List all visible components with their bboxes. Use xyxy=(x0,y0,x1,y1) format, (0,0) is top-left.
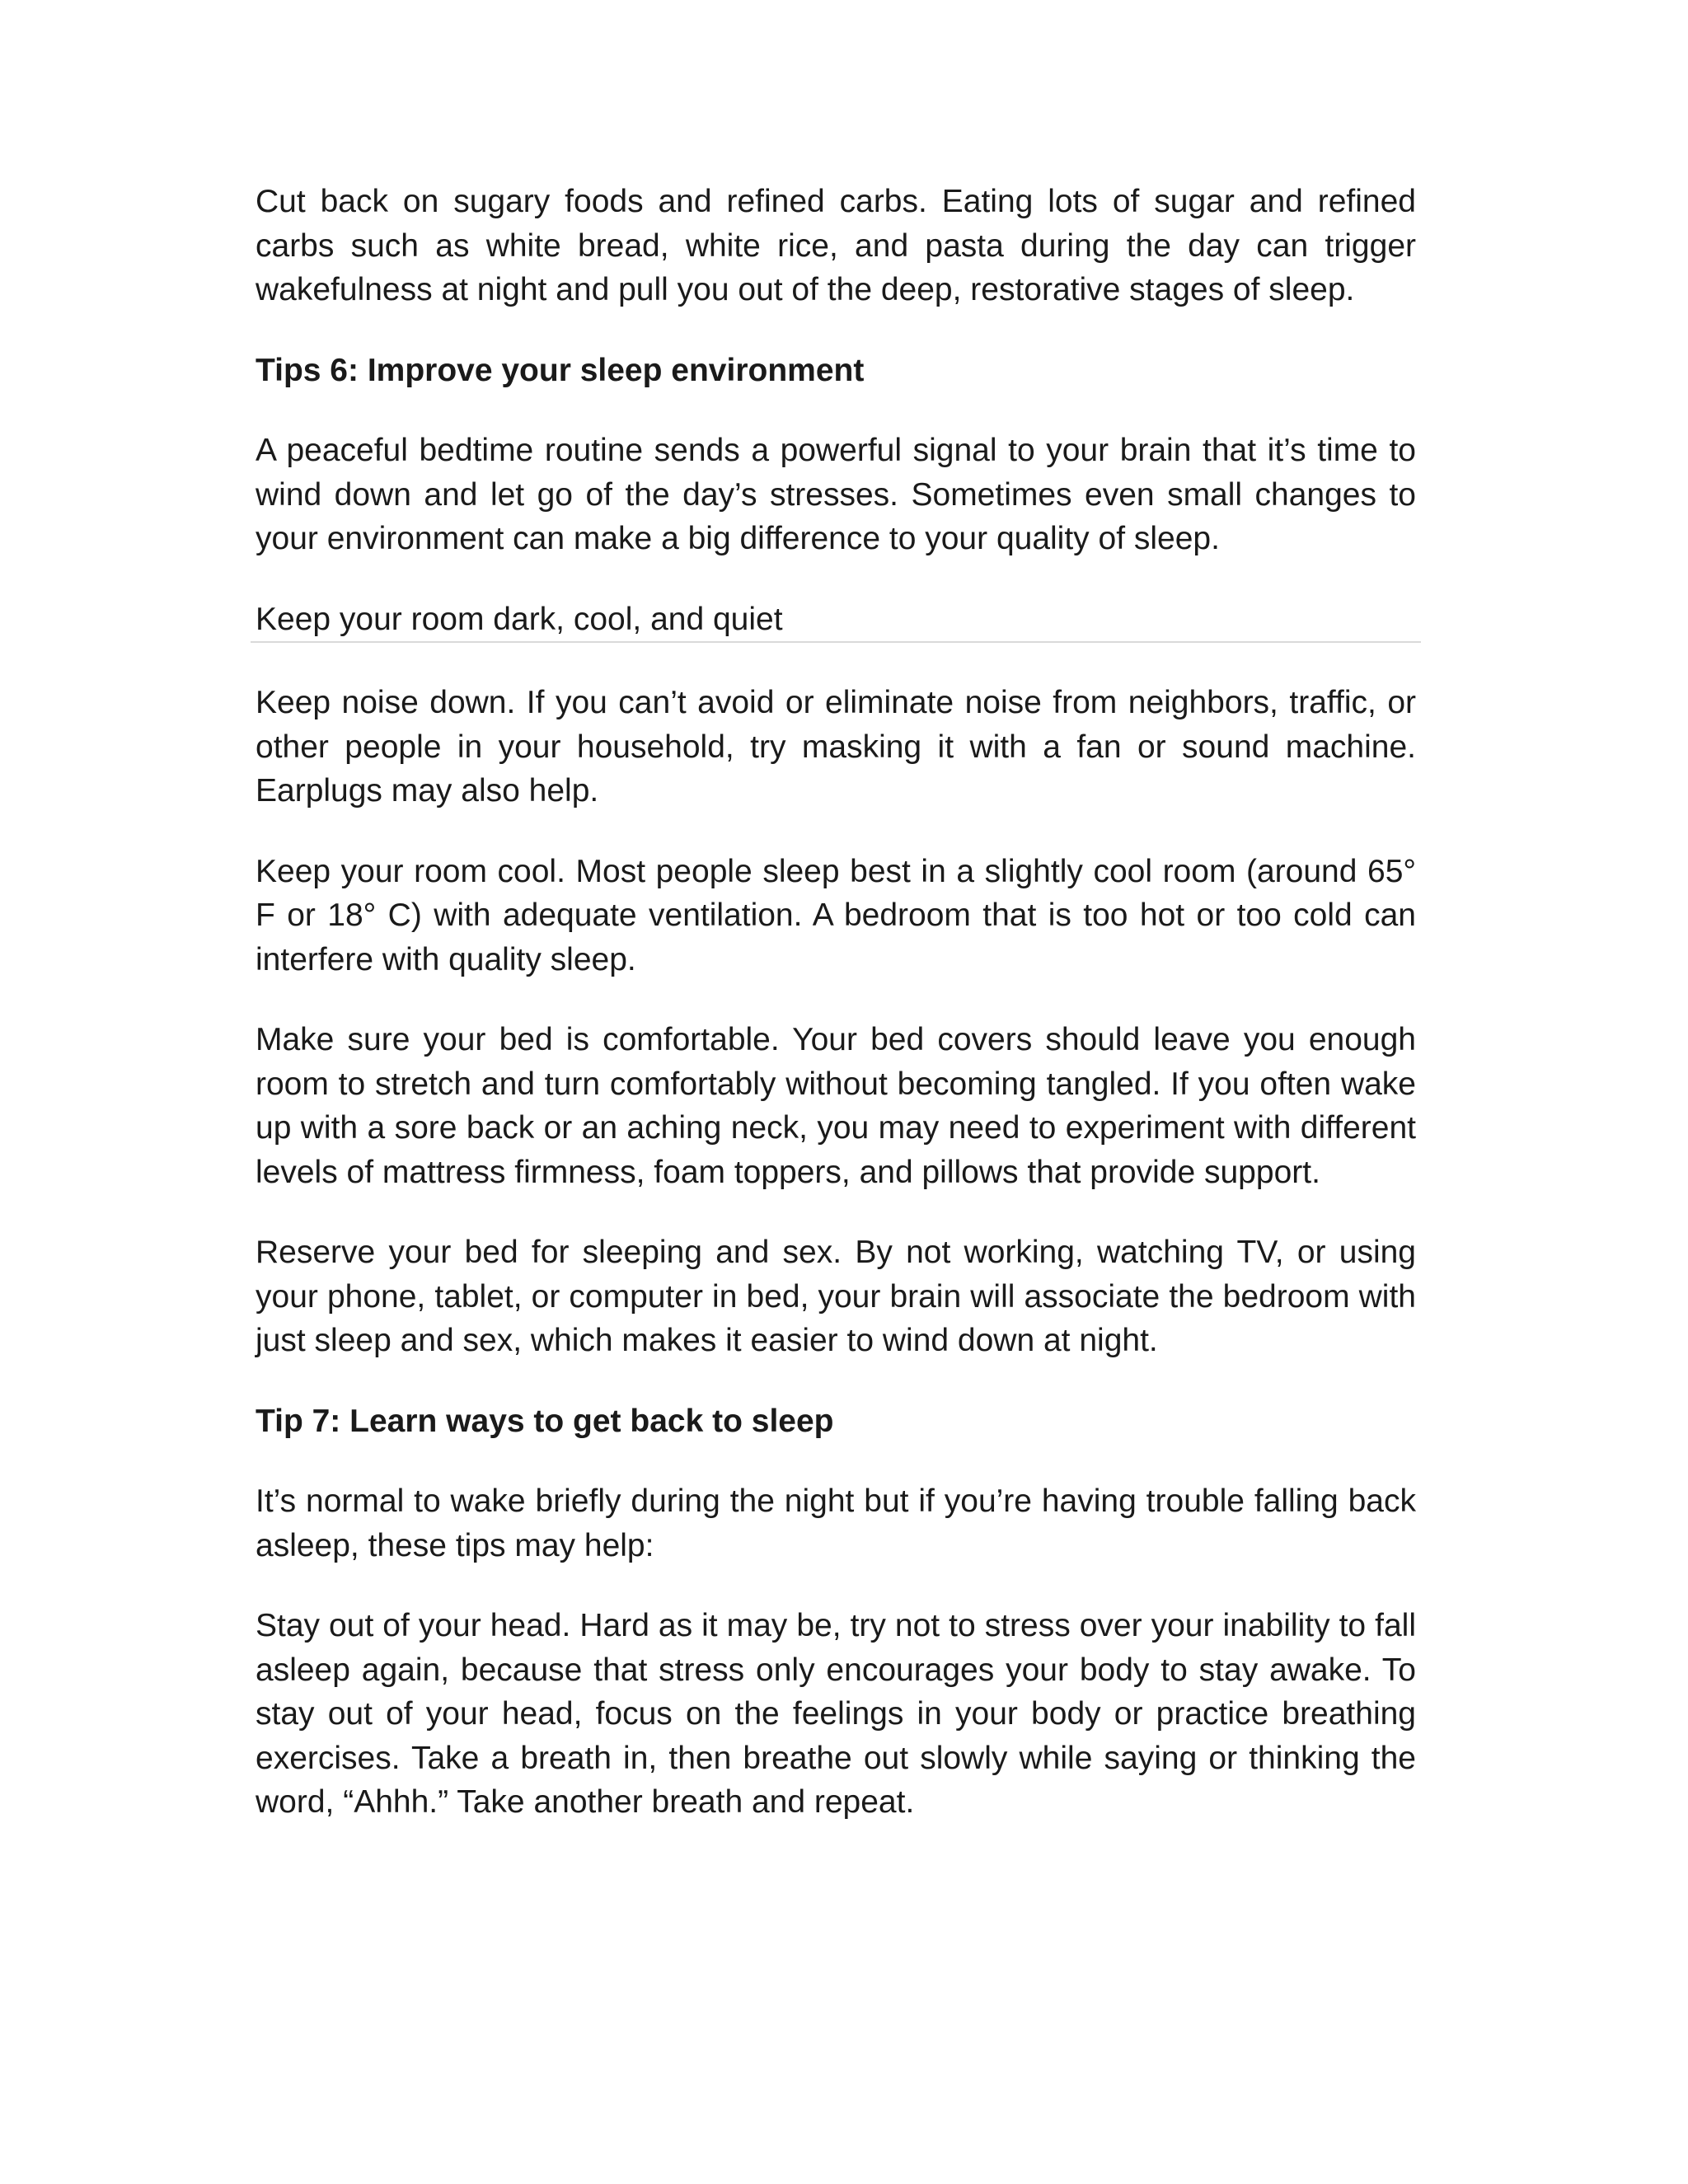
paragraph-bedtime-routine: A peaceful bedtime routine sends a powerful signal to your brain that it’s time to wind down and let go of the day’s stresses. Sometimes even small changes to your environment can make a big difference to your quality of sleep. xyxy=(256,433,1416,556)
subheading-text: Keep your room dark, cool, and quiet xyxy=(256,601,783,637)
paragraph-sugary-foods: Cut back on sugary foods and refined carbs. Eating lots of sugar and refined carbs such as white bread, white rice, and pasta during the day can trigger wakefulness at night and pull you out of the deep, restorative stages of sleep. xyxy=(256,184,1416,307)
paragraph-comfortable-bed: Make sure your bed is comfortable. Your bed covers should leave you enough room to stretch and turn comfortably without becoming tangled. If you often wake up with a sore back or an aching neck, you may need to experiment with different levels of mattress firmness, foam toppers, and pillows that provide support. xyxy=(256,1022,1416,1190)
paragraph-reserve-bed: Reserve your bed for sleeping and sex. By not working, watching TV, or using your phone, tablet, or computer in bed, your brain will associate the bedroom with just sleep and sex, which makes it easier to wind down at night. xyxy=(256,1235,1416,1358)
paragraph-keep-room-cool: Keep your room cool. Most people sleep best in a slightly cool room (around 65° F or 18° C) with adequate ventilation. A bedroom that is too hot or too cold can interfere with quality sleep. xyxy=(256,853,1416,977)
heading-tip-6: Tips 6: Improve your sleep environment xyxy=(256,352,865,388)
heading-tip-7: Tip 7: Learn ways to get back to sleep xyxy=(256,1403,834,1439)
paragraph-wake-briefly: It’s normal to wake briefly during the night but if you’re having trouble falling back asleep, these tips may help: xyxy=(256,1483,1416,1563)
subheading-room-dark-cool-quiet xyxy=(251,598,1421,644)
document-page xyxy=(256,180,1416,1825)
paragraph-keep-noise-down: Keep noise down. If you can’t avoid or eliminate noise from neighbors, traffic, or other people in your household, try masking it with a fan or sound machine. Earplugs may also help. xyxy=(256,685,1416,808)
paragraph-stay-out-of-head: Stay out of your head. Hard as it may be, try not to stress over your inability to fall asleep again, because that stress only encourages your body to stay awake. To stay out of your head, focus on the feelings in your body or practice breathing exercises. Take a breath in, then breathe out slowly while saying or thinking the word, “Ahhh.” Take another breath and repeat. xyxy=(256,1608,1416,1820)
